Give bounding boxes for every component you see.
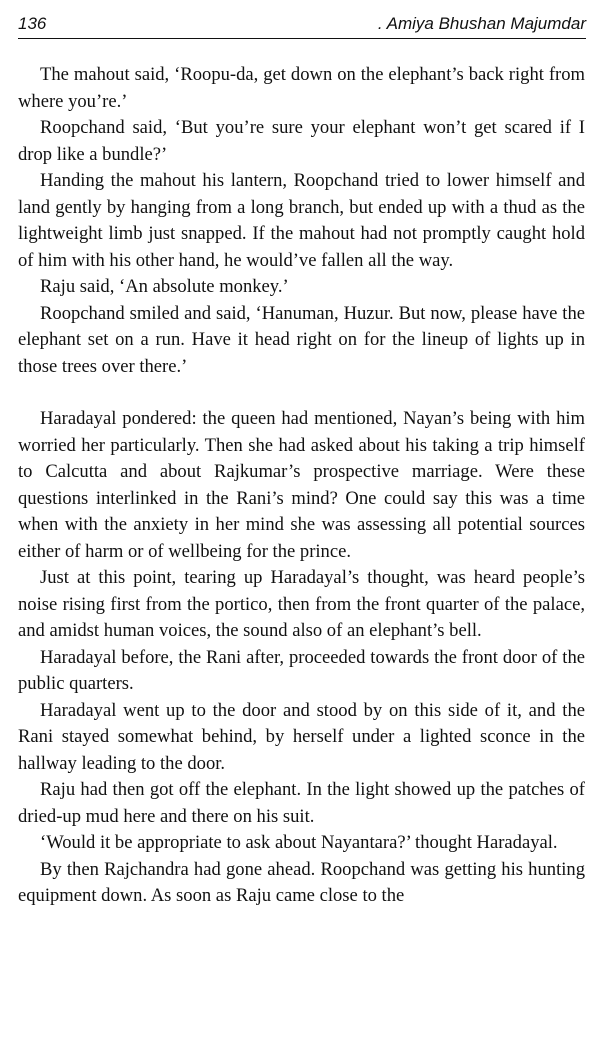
paragraph: The mahout said, ‘Roopu-da, get down on the elephant’s back right from where you’re.’ — [18, 64, 585, 112]
paragraph: Raju had then got off the elephant. In the light showed up the patches of dried-up mud here and there on his suit. — [18, 779, 585, 827]
paragraph: Handing the mahout his lantern, Roopchand tried to lower himself and land gently by hanging from a long branch, but ended up with a thud as the lightweight limb just snapped. If the mahout had not promptly caught hold of him with his other hand, he would’ve fallen all the way. — [18, 170, 585, 271]
body-text — [18, 62, 585, 910]
page-header — [18, 8, 586, 42]
paragraph: By then Rajchandra had gone ahead. Roopchand was getting his hunting equipment down. As soon as Raju came close to the — [18, 858, 585, 906]
paragraph: Haradayal before, the Rani after, proceeded towards the front door of the public quarters. — [18, 646, 585, 694]
header-rule — [18, 38, 586, 39]
paragraph: Roopchand smiled and said, ‘Hanuman, Huzur. But now, please have the elephant set on a run. Have it head right on for the lineup of lights up in those trees over there.’ — [18, 302, 585, 377]
paragraph: ‘Would it be appropriate to ask about Nayantara?’ thought Haradayal. — [40, 832, 558, 853]
paragraph: Haradayal went up to the door and stood by on this side of it, and the Rani stayed somewhat behind, by herself under a lighted sconce in the hallway leading to the door. — [18, 699, 585, 774]
running-head: . Amiya Bhushan Majumdar — [377, 14, 586, 33]
page-number: 136 — [18, 14, 47, 33]
paragraph: Roopchand said, ‘But you’re sure your elephant won’t get scared if I drop like a bundle?’ — [18, 117, 585, 165]
paragraph: Just at this point, tearing up Haradayal’s thought, was heard people’s noise rising first from the portico, then from the front quarter of the palace, and amidst human voices, the sound also of an elephant’s bell. — [18, 567, 585, 641]
paragraph: Haradayal pondered: the queen had mentioned, Nayan’s being with him worried her particularly. Then she had asked about his taking a trip himself to Calcutta and about Rajkumar’s prospective marriage. Were these questions interlinked in the Rani’s mind? One could say this was a time when with the anxiety in her mind she was assessing all potential sources either of harm or of wellbeing for the prince. — [18, 408, 585, 562]
paragraph: Raju said, ‘An absolute monkey.’ — [40, 276, 289, 297]
